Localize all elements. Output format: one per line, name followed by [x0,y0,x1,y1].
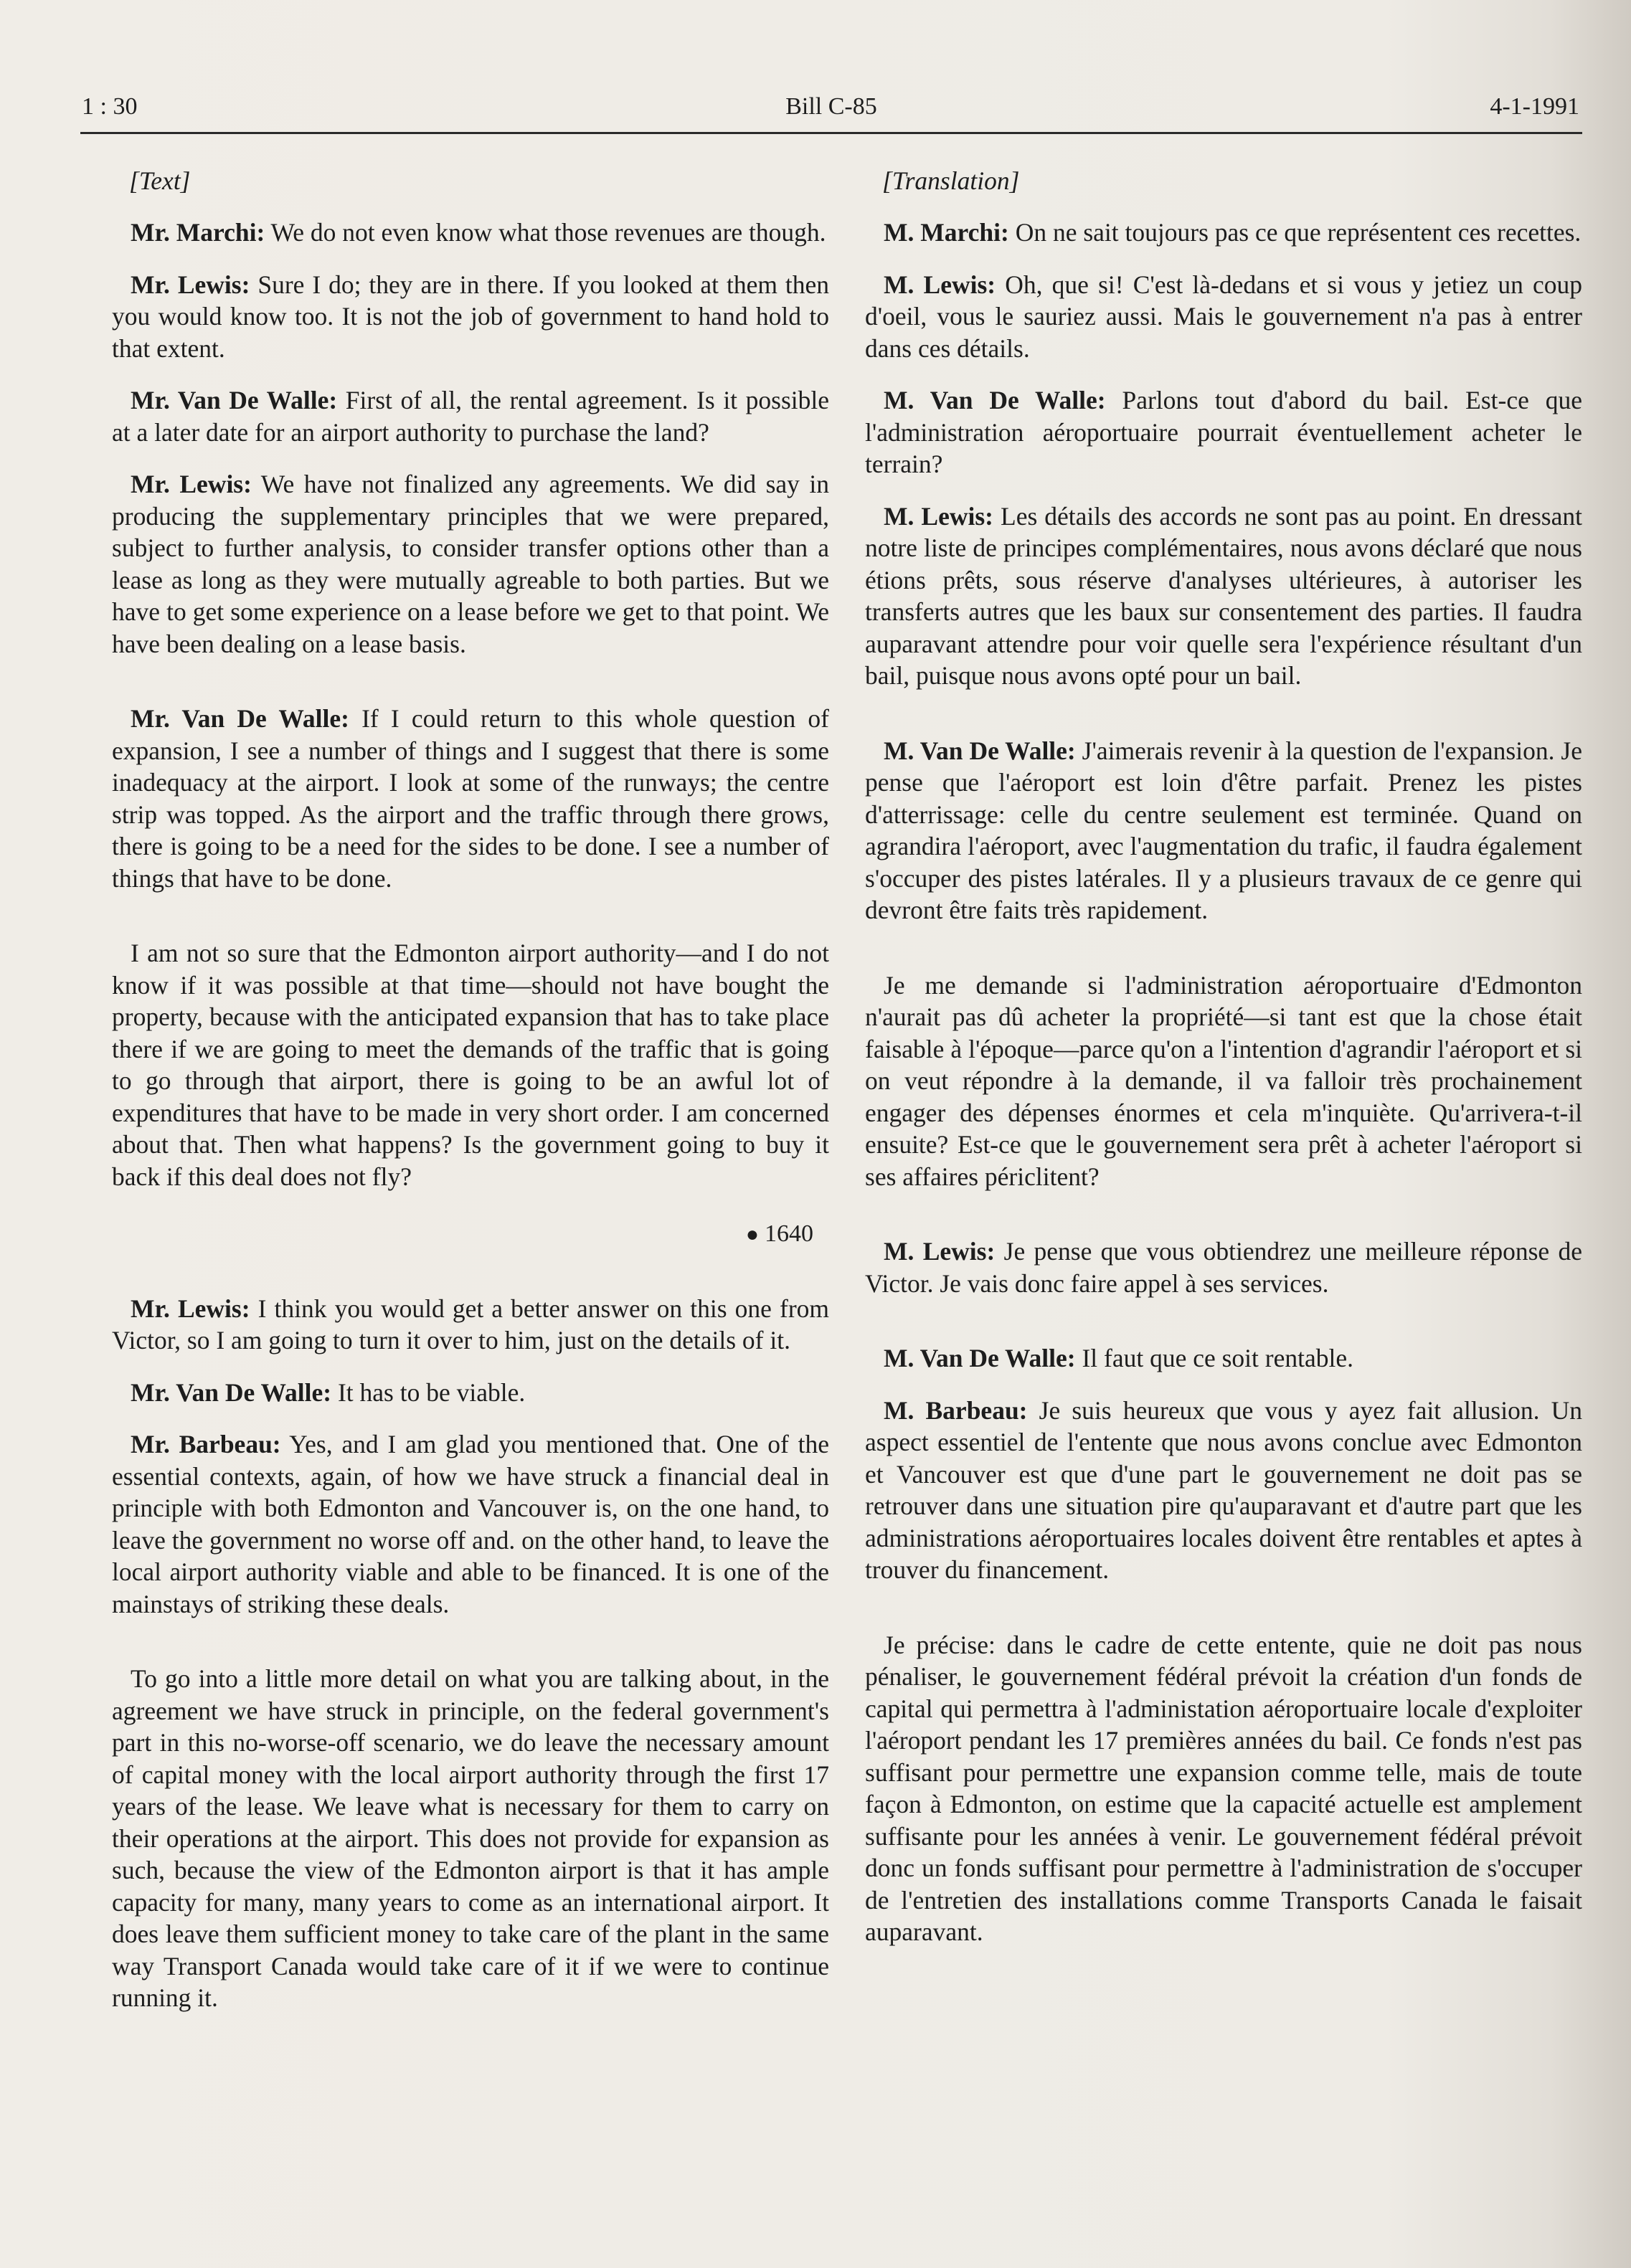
speech-text: Il faut que ce soit rentable. [1075,1344,1353,1372]
transcript-paragraph [865,269,1582,365]
speech-text: I am not so sure that the Edmonton airport authority—and I do not know if it was possible at that time—should not have bought the property, because with the anticipated expansion that has to take place there if we are going to meet the demands of the traffic that is going to go through that airport, there is going to be an awful lot of expenditures that have to be made in very short order. I am concerned about that. Then what happens? Is the government going to buy it back if this deal does not fly? [112,939,829,1191]
speech-text: Les détails des accords ne sont pas au point. En dressant notre liste de principes complémentaires, nous avons déclaré que nous étions prêts, sous réserve d'analyses ultérieures, à autoriser les transferts autres que les baux sur consentement des parties. Il faudra auparavant attendre pour voir quelle sera l'expérience résultant d'un bail, puisque nous avons opté pour un bail. [865,501,1582,690]
speech-text: Je me demande si l'administration aéroportuaire d'Edmonton n'aurait pas dû acheter la propriété—si tant est que la chose était faisable à l'époque—parce qu'on a l'intention d'agrandir l'aéroport et si on veut répondre à la demande, il va falloir très prochainement engager des dépenses énormes et cela m'inquiète. Qu'arrivera-t-il ensuite? Est-ce que le gouvernement sera prêt à acheter l'aéroport si ses affaires périclitent? [865,970,1582,1191]
speaker-name: M. Van De Walle: [884,386,1106,414]
speaker-name: M. Lewis: [884,270,996,299]
speech-text: To go into a little more detail on what you are talking about, in the agreement we have struck in principle, on the federal government's part in this no-worse-off scenario, we do leave the necessary amount of capital money with the local airport authority through the first 17 years of the lease. We leave what is necessary for them to carry on their operations at the airport. This does not provide for expansion as such, because the view of the Edmonton airport is that it has ample capacity for many, many years to come as an international airport. It does leave them sufficient money to take care of the plant in the same way Transport Canada would take care of it if we were to continue running it. [112,1664,829,2012]
french-column [865,165,1582,1968]
speaker-name: M. Lewis: [884,1237,996,1266]
transcript-paragraph [112,1293,829,1357]
speech-text: On ne sait toujours pas ce que représentent ces recettes. [1008,218,1582,247]
speaker-name: M. Van De Walle: [884,736,1076,765]
transcript-paragraph [865,1235,1582,1299]
transcript-paragraph [865,500,1582,692]
transcript-paragraph [865,1395,1582,1586]
speaker-name: Mr. Van De Walle: [131,704,349,733]
speaker-name: Mr. Van De Walle: [131,1377,332,1407]
speaker-name: Mr. Van De Walle: [131,386,338,414]
transcript-paragraph [865,1342,1582,1375]
running-header [80,85,1582,134]
speech-text: If I could return to this whole question of expansion, I see a number of things and I suggest that there is some inadequacy at the airport. I look at some of the runways; the centre strip was topped. As the airport and the traffic through there grows, there is going to be a need for the sides to be done. I see a number of things that have to be done. [112,704,829,893]
speaker-name: M. Lewis: [884,501,993,531]
transcript-paragraph [112,703,829,894]
transcript-paragraph [112,937,829,1192]
bill-title: Bill C-85 [785,93,877,120]
speech-text: I think you would get a better answer on this one from Victor, so I am going to turn it over to him, just on the details of it. [112,1294,829,1354]
transcript-paragraph [112,468,829,660]
speech-text: J'aimerais revenir à la question de l'expansion. Je pense que l'aéroport est loin d'être parfait. Prenez les pistes d'atterrissage: celle du centre seulement est terminée. Quand on agrandira l'aéroport, avec l'augmentation du trafic, il faudra également s'occuper des pistes latérales. Il y a plusieurs travaux de ce genre qui devront être faits très rapidement. [865,736,1582,924]
transcript-paragraph [865,735,1582,926]
speech-text: We do not even know what those revenues are though. [265,218,826,247]
english-column-label: [Text] [129,166,191,195]
transcript-paragraph [865,969,1582,1193]
speech-text: Je précise: dans le cadre de cette entente, quie ne doit pas nous pénaliser, le gouvernement fédéral prévoit la création d'un fonds de capital qui permettra à l'administation aéroportuaire locale d'exploiter l'aéroport pendant les 17 premières années du bail. Ce fonds n'est pas suffisant pour permettre une expansion comme telle, mais de toute façon à Edmonton, on estime que la capacité actuelle est amplement suffisante pour les années à venir. Le gouvernement fédéral prévoit donc un fonds suffisant pour permettre à l'administration de s'occuper de l'entretien des installations comme Transports Canada le faisait auparavant. [865,1630,1582,1946]
speaker-name: Mr. Lewis: [131,470,252,498]
speaker-name: M. Van De Walle: [884,1344,1076,1372]
speech-text: Oh, que si! C'est là-dedans et si vous y jetiez un coup d'oeil, vous le sauriez aussi. Mais le gouvernement n'a pas à entrer dans ces détails. [865,270,1582,363]
speech-text: First of all, the rental agreement. Is it possible at a later date for an airport authority to purchase the land? [112,386,829,447]
transcript-paragraph [112,1428,829,1620]
english-column [112,165,829,2034]
french-column-label: [Translation] [882,166,1020,195]
header-date: 4-1-1991 [1490,93,1579,120]
speaker-name: M. Barbeau: [884,1395,1028,1425]
speech-text: It has to be viable. [331,1377,526,1407]
transcript-paragraph [112,217,829,249]
transcript-paragraph [865,384,1582,480]
speaker-name: Mr. Marchi: [131,218,265,247]
speech-text: Parlons tout d'abord du bail. Est-ce que l'administration aéroportuaire pourrait éventuellement acheter le terrain? [865,386,1582,478]
transcript-paragraph [112,1663,829,2014]
speech-text: Je pense que vous obtiendrez une meilleure réponse de Victor. Je vais donc faire appel à ses services. [865,1237,1582,1298]
speaker-name: M. Marchi: [884,218,1009,247]
speaker-name: Mr. Lewis: [131,270,250,299]
transcript-paragraph [865,1629,1582,1948]
transcript-paragraph [112,269,829,365]
transcript-paragraph [112,384,829,448]
transcript-paragraph [112,1377,829,1409]
speech-text: Sure I do; they are in there. If you looked at them then you would know too. It is not the job of government to hand hold to that extent. [112,270,830,363]
time-marker: ● 1640 [745,1220,813,1247]
speech-text: Je suis heureux que vous y ayez fait allusion. Un aspect essentiel de l'entente que nous avons conclue avec Edmonton et Vancouver est que d'une part le gouvernement ne doit pas se retrouver dans une situation pire qu'auparavant et d'autre part que les administrations aéroportuaires locales doivent être rentables et aptes à trouver du financement. [865,1395,1582,1584]
page-number: 1 : 30 [82,93,138,120]
speaker-name: Mr. Barbeau: [131,1430,281,1458]
speech-text: Yes, and I am glad you mentioned that. One of the essential contexts, again, of how we have struck a financial deal in principle with both Edmonton and Vancouver is, on the one hand, to leave the government no worse off and. on the other hand, to leave the local airport authority viable and able to be financed. It is one of the mainstays of striking these deals. [112,1430,829,1618]
speech-text: We have not finalized any agreements. We did say in producing the supplementary principles that we were prepared, subject to further analysis, to consider transfer options other than a lease as long as they were mutually agreable to both parties. But we have to get some experience on a lease before we get to that point. We have been dealing on a lease basis. [112,470,830,658]
transcript-paragraph [865,217,1582,249]
speaker-name: Mr. Lewis: [131,1294,250,1323]
time-marker-value: 1640 [765,1220,813,1247]
